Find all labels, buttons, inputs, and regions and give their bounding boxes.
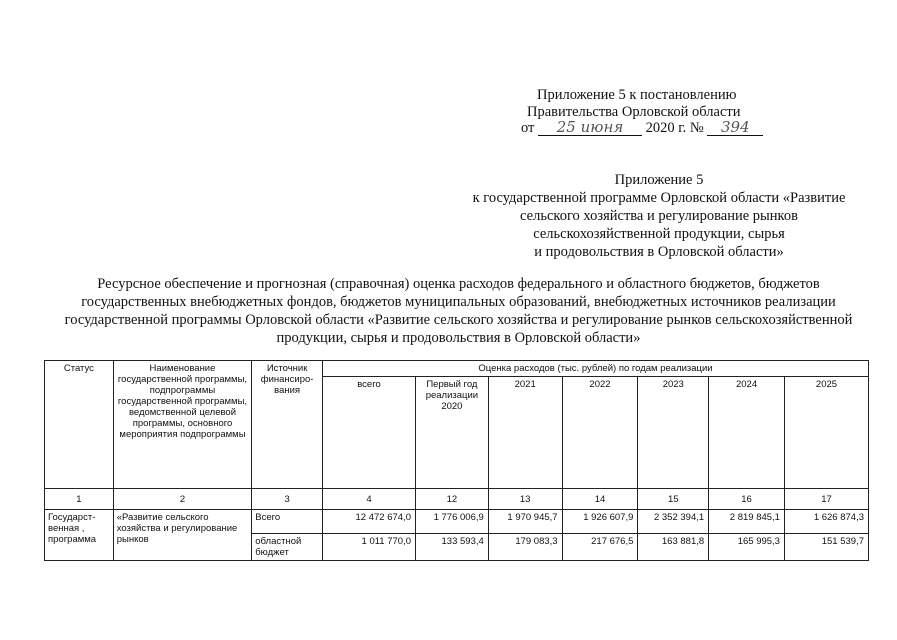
decree-appendix-line3 — [521, 119, 897, 137]
cell-total: 1 011 770,0 — [323, 534, 416, 561]
program-appendix-line3: сельского хозяйства и регулирование рынков — [520, 208, 798, 224]
header-source: Источник финансиро-вания — [252, 361, 323, 489]
title-line2: государственных внебюджетных фондов, бюджетов муниципальных образований, внебюджетных источников реализации — [81, 294, 836, 310]
colnum-12: 12 — [416, 489, 489, 510]
program-appendix-line5: и продовольствия в Орловской области» — [534, 244, 784, 260]
cell-total: 12 472 674,0 — [323, 510, 416, 534]
cell-2021: 179 083,3 — [488, 534, 562, 561]
header-row-1 — [45, 361, 869, 377]
row-program-name: «Развитие сельского хозяйства и регулирование рынков — [113, 510, 252, 561]
year-and-number-label: 2020 г. № — [645, 120, 704, 136]
row-source: областной бюджет — [252, 534, 323, 561]
table-row — [45, 510, 869, 534]
decree-appendix-line1: Приложение 5 к постановлению — [537, 87, 737, 103]
cell-2025: 151 539,7 — [784, 534, 868, 561]
colnum-14: 14 — [562, 489, 638, 510]
cell-2020: 1 776 006,9 — [416, 510, 489, 534]
colnum-13: 13 — [488, 489, 562, 510]
cell-2022: 217 676,5 — [562, 534, 638, 561]
budget-table — [44, 360, 869, 561]
handwritten-date: 25 июня — [538, 119, 642, 136]
title-line3: государственной программы Орловской области «Развитие сельского хозяйства и регулирование рынков сельскохозяйственной — [64, 312, 853, 328]
colnum-4: 4 — [323, 489, 416, 510]
cell-2020: 133 593,4 — [416, 534, 489, 561]
header-2025: 2025 — [784, 377, 868, 489]
handwritten-number: 394 — [707, 119, 763, 136]
title-line4: продукции, сырья и продовольствия в Орловской области» — [276, 330, 641, 346]
row-status: Государст-венная , программа — [45, 510, 114, 561]
cell-2022: 1 926 607,9 — [562, 510, 638, 534]
program-appendix-line2: к государственной программе Орловской области «Развитие — [472, 190, 846, 206]
title-line1: Ресурсное обеспечение и прогнозная (справочная) оценка расходов федерального и областного бюджетов, бюджетов — [97, 276, 820, 292]
header-2023: 2023 — [638, 377, 709, 489]
colnum-2: 2 — [113, 489, 252, 510]
decree-appendix-line2: Правительства Орловской области — [527, 104, 741, 120]
date-prefix: от — [521, 120, 535, 136]
program-appendix-block — [459, 171, 859, 261]
row-source: Всего — [252, 510, 323, 534]
header-status: Статус — [45, 361, 114, 489]
header-expenses-group: Оценка расходов (тыс. рублей) по годам реализации — [323, 361, 869, 377]
header-total: всего — [323, 377, 416, 489]
header-2024: 2024 — [709, 377, 785, 489]
colnum-17: 17 — [784, 489, 868, 510]
program-appendix-line1: Приложение 5 — [614, 172, 704, 188]
header-2022: 2022 — [562, 377, 638, 489]
colnum-1: 1 — [45, 489, 114, 510]
cell-2023: 2 352 394,1 — [638, 510, 709, 534]
program-appendix-line4: сельскохозяйственной продукции, сырья — [533, 226, 785, 242]
colnum-16: 16 — [709, 489, 785, 510]
colnum-3: 3 — [252, 489, 323, 510]
cell-2021: 1 970 945,7 — [488, 510, 562, 534]
document-title — [40, 275, 877, 347]
colnum-15: 15 — [638, 489, 709, 510]
cell-2025: 1 626 874,3 — [784, 510, 868, 534]
cell-2024: 165 995,3 — [709, 534, 785, 561]
column-number-row — [45, 489, 869, 510]
cell-2023: 163 881,8 — [638, 534, 709, 561]
header-2021: 2021 — [488, 377, 562, 489]
header-name: Наименование государственной программы, подпрограммы государственной программы, ведомственной целевой программы, основного мероприятия подпрограммы — [113, 361, 252, 489]
cell-2024: 2 819 845,1 — [709, 510, 785, 534]
header-2020: Первый год реализации 2020 — [416, 377, 489, 489]
